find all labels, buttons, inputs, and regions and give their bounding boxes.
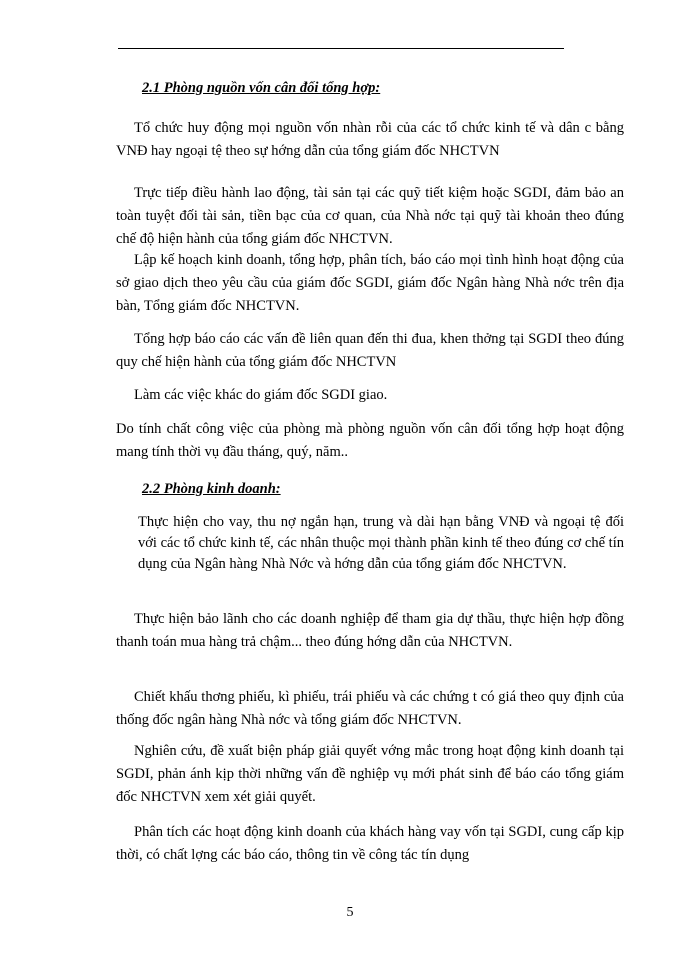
paragraph-text: Trực tiếp điều hành lao động, tài sản tại các quỹ tiết kiệm hoặc SGDI, đảm bảo an toàn tuyệt đối tài sản, tiền bạc của cơ quan, của Nhà nớc tại quỹ tài khoản theo đúng chế độ hiện hành của tổng giám đốc NHCTVN.	[116, 185, 624, 247]
section-heading-2-2: 2.2 Phòng kinh doanh:	[142, 481, 281, 497]
paragraph	[116, 117, 624, 163]
page-number: 5	[346, 905, 354, 920]
paragraph-text: Thực hiện bảo lãnh cho các doanh nghiệp để tham gia dự thầu, thực hiện hợp đồng thanh toán mua hàng trả chậm... theo đúng hớng dẫn của NHCTVN.	[116, 611, 624, 650]
paragraph-text: Do tính chất công việc của phòng mà phòng nguồn vốn cân đối tổng hợp hoạt động mang tính thời vụ đầu tháng, quý, năm..	[116, 421, 624, 460]
paragraph	[116, 182, 624, 251]
paragraph-text: Chiết khấu thơng phiếu, kì phiếu, trái phiếu và các chứng t có giá theo quy định của thống đốc ngân hàng Nhà nớc và tổng giám đốc NHCTVN.	[116, 689, 624, 728]
paragraph	[116, 328, 624, 374]
paragraph-text: Tổ chức huy động mọi nguồn vốn nhàn rỗi của các tổ chức kinh tế và dân c bằng VNĐ hay ngoại tệ theo sự hớng dẫn của tổng giám đốc NHCTVN	[116, 120, 624, 159]
paragraph-text: Làm các việc khác do giám đốc SGDI giao.	[134, 387, 388, 403]
section-heading-2-1: 2.1 Phòng nguồn vốn cân đối tổng hợp:	[142, 80, 381, 96]
paragraph	[116, 740, 624, 809]
paragraph	[116, 608, 624, 654]
paragraph	[116, 418, 624, 464]
paragraph	[138, 512, 624, 575]
header-rule	[118, 48, 564, 49]
paragraph-text: Thực hiện cho vay, thu nợ ngắn hạn, trung và dài hạn bằng VNĐ và ngoại tệ đối với các tổ chức kinh tế, các nhân thuộc mọi thành phần kinh tế theo đúng cơ chế tín dụng của Ngân hàng Nhà Nớc và hớng dẫn của tổng giám đốc NHCTVN.	[138, 514, 624, 572]
paragraph	[116, 821, 624, 867]
paragraph	[116, 686, 624, 732]
paragraph	[116, 384, 624, 407]
paragraph-text: Lập kế hoạch kinh doanh, tổng hợp, phân tích, báo cáo mọi tình hình hoạt động của sở giao dịch theo yêu cầu của giám đốc SGDI, giám đốc Ngân hàng Nhà nớc trên địa bàn, Tổng giám đốc NHCTVN.	[116, 252, 624, 314]
paragraph-text: Phân tích các hoạt động kinh doanh của khách hàng vay vốn tại SGDI, cung cấp kịp thời, có chất lợng các báo cáo, thông tin về công tác tín dụng	[116, 824, 624, 863]
paragraph	[116, 249, 624, 318]
paragraph-text: Nghiên cứu, đề xuất biện pháp giải quyết vớng mắc trong hoạt động kinh doanh tại SGDI, phản ánh kịp thời những vấn đề nghiệp vụ mới phát sinh để báo cáo tổng giám đốc NHCTVN xem xét giải quyết.	[116, 743, 624, 805]
paragraph-text: Tổng hợp báo cáo các vấn đề liên quan đến thi đua, khen thởng tại SGDI theo đúng quy chế hiện hành của tổng giám đốc NHCTVN	[116, 331, 624, 370]
